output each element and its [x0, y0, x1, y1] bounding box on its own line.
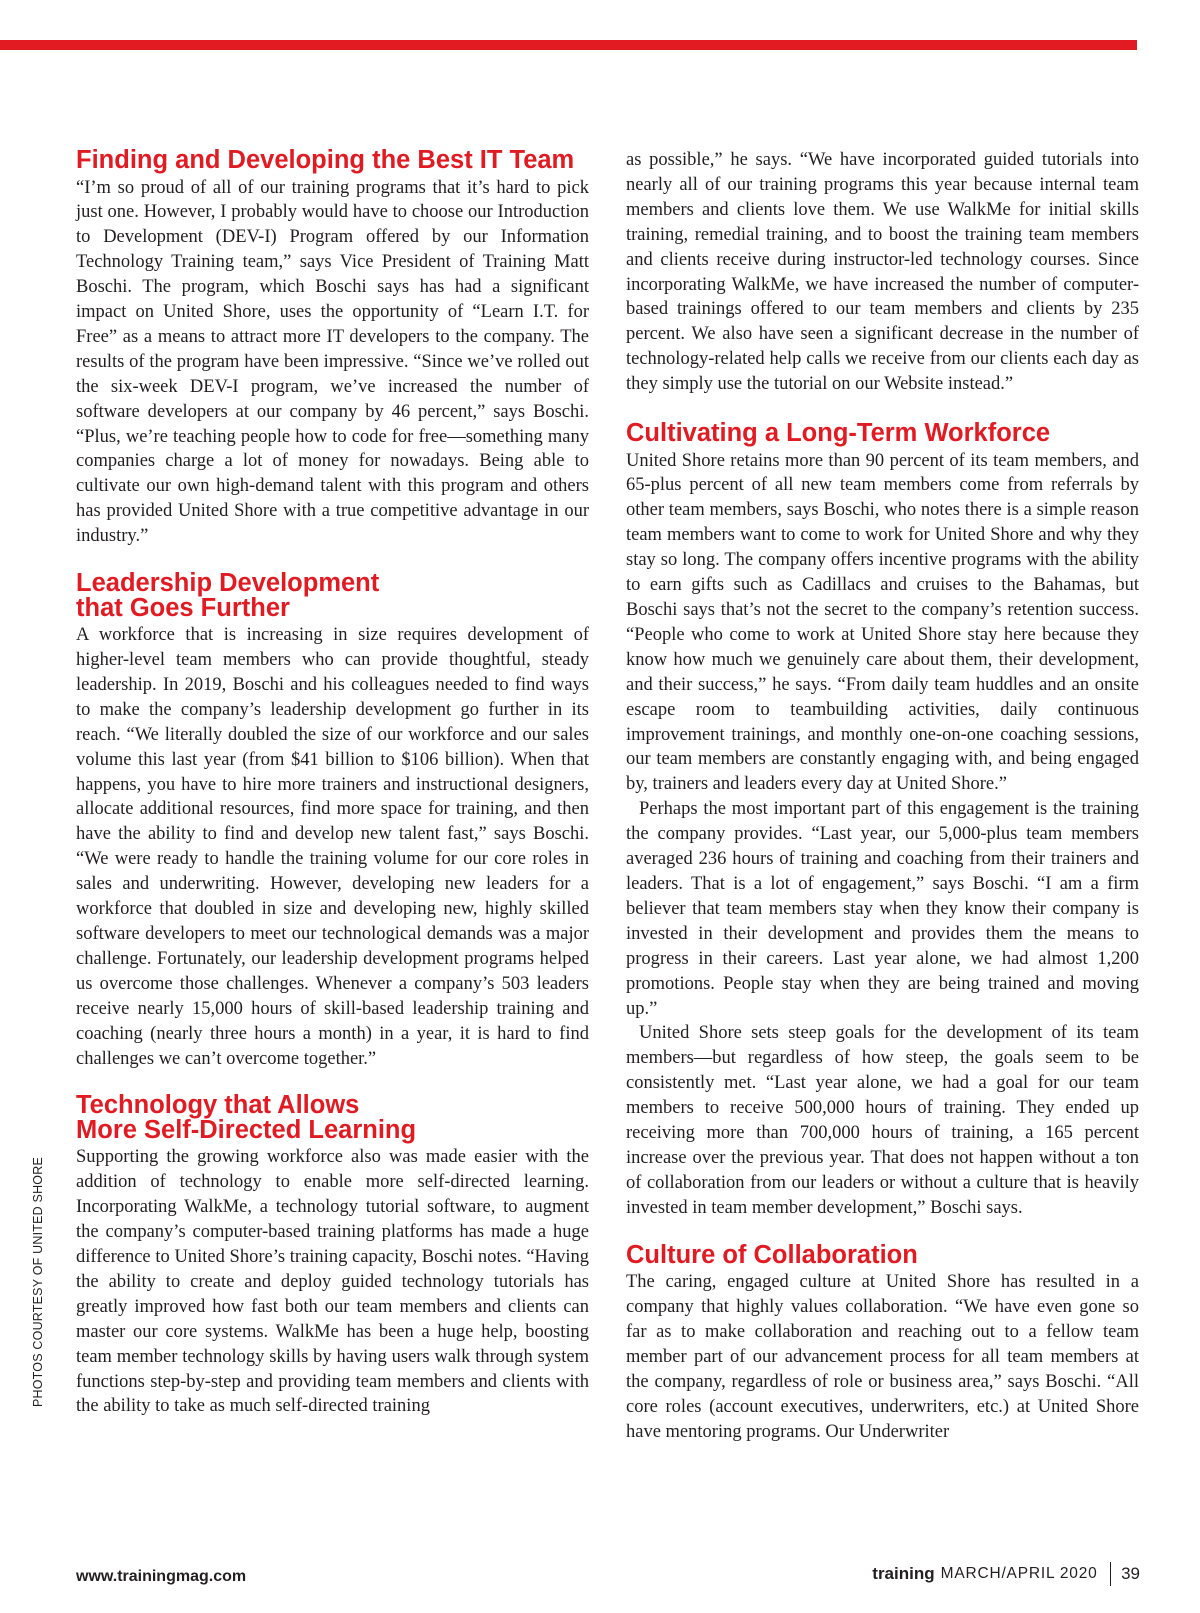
section-heading — [626, 1240, 1139, 1269]
photo-credit: PHOTOS COURTESY OF UNITED SHORE — [31, 1157, 45, 1407]
body-paragraph: A workforce that is increasing in size requires development of higher-level team members who can provide thoughtful, steady leadership. In 2019, Boschi and his colleagues needed to find ways to make the company’s leadership development go further in its reach. “We literally doubled the size of our workforce and our sales volume this last year (from $41 billion to $106 billion). When that happens, you have to hire more trainers and instructional designers, allocate additional resources, find more space for training, and then have the ability to find and develop new talent fast,” says Boschi. “We were ready to handle the training volume for our core roles in sales and underwriting. However, developing new leaders for a workforce that doubled in size and developing new, highly skilled software developers to meet our technological demands was a major challenge. Fortunately, our leadership development programs helped us overcome those challenges. Whenever a company’s 503 leaders receive nearly 15,000 hours of skill-based leadership training and coaching (nearly three hours a month) in a year, it is hard to find challenges we can’t overcome together.” — [76, 625, 589, 1069]
article-section — [76, 1093, 589, 1419]
heading-line: Leadership Development — [76, 569, 380, 598]
article-section — [626, 148, 1139, 397]
body-paragraph: Perhaps the most important part of this engagement is the training the company provides. “Last year, our 5,000-plus team members averaged 236 hours of training and coaching from their trainers and leaders. That is a lot of engagement,” says Boschi. “I am a firm believer that team members stay when they know their company is invested in their development and provides them the means to progress in their careers. Last year alone, we had almost 1,200 promotions. People stay when they are being trained and moving up.” — [626, 799, 1139, 1019]
page-number: 39 — [1121, 1564, 1140, 1583]
footer-folio — [872, 1562, 1140, 1586]
section-heading — [626, 421, 1139, 446]
heading-line: Cultivating a Long-Term Workforce — [626, 419, 1051, 448]
section-heading — [76, 1093, 589, 1142]
article-section — [626, 421, 1139, 1221]
body-paragraph: Supporting the growing workforce also was made easier with the addition of technology to enable more self-directed learning. Incorporating WalkMe, a technology tutorial software, to augment the company’s computer-based training platforms has made a huge difference to United Shore’s training capacity, Boschi notes. “Having the ability to create and deploy guided technology tutorials has greatly improved how fast both our team members and clients can master our core systems. WalkMe has been a huge help, boosting team member technology skills by having users walk through system functions step-by-step and providing team members and clients with the ability to take as much self-directed training — [76, 1147, 589, 1417]
footer-date: MARCH/APRIL 2020 — [940, 1565, 1098, 1582]
heading-line: Culture of Collaboration — [626, 1240, 918, 1269]
body-paragraph: United Shore sets steep goals for the development of its team members—but regardless of how steep, the goals seem to be consistently met. “Last year alone, we had a goal for our team members to receive 500,000 hours of training. They ended up receiving more than 700,000 hours of training, a 165 percent increase over the previous year. That does not happen without a ton of collaboration from our leaders or without a culture that is heavily invested in team member development,” Boschi says. — [626, 1023, 1139, 1218]
article-section — [626, 1240, 1139, 1445]
footer-url[interactable]: www.trainingmag.com — [76, 1568, 247, 1585]
heading-line: More Self-Directed Learning — [76, 1115, 417, 1144]
top-accent-bar — [0, 40, 1137, 50]
article-section — [76, 148, 589, 549]
right-column — [626, 148, 1139, 1467]
body-paragraph: United Shore retains more than 90 percent of its team members, and 65-plus percent of all new team members come from referrals by other team members, says Boschi, who notes there is a simple reason team members want to come to work for United Shore and why they stay so long. The company offers incentive programs with the ability to earn gifts such as Cadillacs and cruises to the Bahamas, but Boschi says that’s not the secret to the company’s retention success. “People who come to work at United Shore stay here because they know how much we genuinely care about them, their development, and their success,” he says. “From daily team huddles and an onsite escape room to teambuilding activities, daily continuous improvement trainings, and monthly one-on-one coaching sessions, our team members are constantly engaging with, and being engaged by, trainers and leaders every day at United Shore.” — [626, 450, 1139, 795]
section-heading — [76, 571, 589, 620]
section-heading — [76, 148, 589, 173]
heading-line: Technology that Allows — [76, 1091, 360, 1120]
footer-divider — [1110, 1562, 1112, 1586]
article-section — [76, 571, 589, 1071]
heading-line: Finding and Developing the Best IT Team — [76, 146, 575, 174]
left-column — [76, 148, 589, 1441]
heading-line: that Goes Further — [76, 593, 290, 622]
body-paragraph: “I’m so proud of all of our training programs that it’s hard to pick just one. However, I probably would have to choose our Introduction to Development (DEV-I) Program offered by our Information Technology Training team,” says Vice President of Training Matt Boschi. The program, which Boschi says has had a significant impact on United Shore, uses the opportunity of “Learn I.T. for Free” as a means to attract more IT developers to the company. The results of the program have been impressive. “Since we’ve rolled out the six-week DEV-I program, we’ve increased the number of software developers at our company by 46 percent,” says Boschi. “Plus, we’re teaching people how to code for free—something many companies charge a lot of money for nowadays. Being able to cultivate our own high-demand talent with this program and others has provided United Shore with a true competitive advantage in our industry.” — [76, 177, 589, 547]
footer-brand: training — [872, 1564, 935, 1583]
body-paragraph: as possible,” he says. “We have incorporated guided tutorials into nearly all of our training programs this year because internal team members and clients love them. We use WalkMe for initial skills training, remedial training, and to boost the training team members and clients receive during instructor-led technology courses. Since incorporating WalkMe, we have increased the number of computer-based trainings offered to our team members and clients by 235 percent. We also have seen a significant decrease in the number of technology-related help calls we receive from our clients each day as they simply use the tutorial on our Website instead.” — [626, 150, 1139, 395]
body-paragraph: The caring, engaged culture at United Shore has resulted in a company that highly values collaboration. “We have even gone so far as to make collaboration and reaching out to a fellow team member part of our advancement process for all team members at the company, regardless of role or business area,” says Boschi. “All core roles (account executives, underwriters, etc.) at United Shore have mentoring programs. Our Underwriter — [626, 1272, 1139, 1442]
